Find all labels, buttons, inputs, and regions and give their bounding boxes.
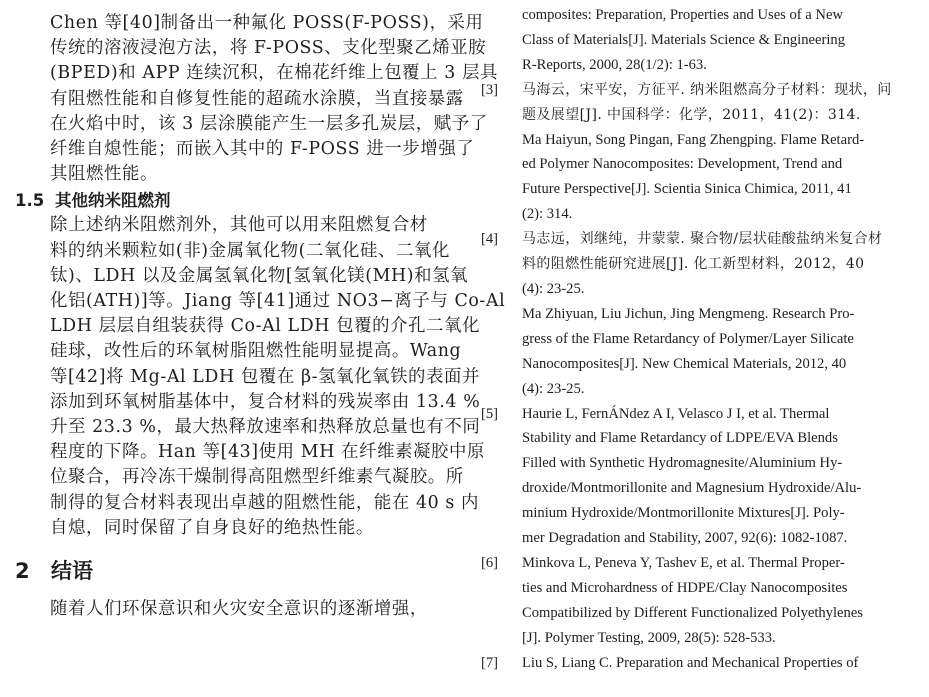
- ref-line: 马志远，刘继纯，井蒙蒙. 聚合物/层状硅酸盐纳米复合材: [522, 231, 883, 248]
- text-line: 随着人们环保意识和火灾安全意识的逐渐增强，: [50, 599, 428, 620]
- ref-line: composites: Preparation, Properties and Uses of a New: [522, 7, 843, 23]
- ref-line: R-Reports, 2000, 28(1/2): 1-63.: [522, 56, 707, 73]
- ref-line: Class of Materials[J]. Materials Science & Engineering: [522, 31, 845, 48]
- reference-label: [5]: [481, 405, 499, 422]
- paragraph-f-poss: [15, 11, 499, 187]
- text-line: 位聚合，再冷冻干燥制得高阻燃型纤维素气凝胶。所: [50, 467, 464, 488]
- ref-line: ed Polymer Nanocomposites: Development, Trend and: [522, 156, 843, 173]
- reference-item-6: [481, 551, 911, 651]
- paragraph-conclusion: [15, 597, 445, 622]
- text-line: 除上述纳米阻燃剂外，其他可以用来阻燃复合材: [50, 215, 428, 236]
- text-line: 硅球，改性后的环氧树脂阻燃性能明显提高。Wang: [50, 341, 462, 362]
- ref-line: 料的阻燃性能研究进展[J]. 化工新型材料，2012，40: [522, 256, 865, 273]
- ref-line: (4): 23-25.: [522, 380, 585, 397]
- ref-line: Liu S, Liang C. Preparation and Mechanical Properties of: [522, 654, 859, 671]
- chapter-title: 结语: [51, 559, 93, 584]
- reference-item-2-cont: [481, 3, 911, 78]
- ref-line: Haurie L, FernÁNdez A I, Velasco J I, et al. Thermal: [522, 405, 830, 422]
- reference-item-7: [481, 651, 911, 676]
- text-line: 添加到环氧树脂基体中，复合材料的残炭率由 13.4 %: [50, 391, 481, 412]
- text-line: 等[42]将 Mg-Al LDH 包覆在 β-氢氧化氧铁的表面并: [50, 366, 481, 387]
- section-heading-1-5: [15, 188, 445, 213]
- ref-line: Ma Zhiyuan, Liu Jichun, Jing Mengmeng. Research Pro-: [522, 305, 855, 322]
- text-line: 在火焰中时，该 3 层涂膜能产生一层多孔炭层，赋予了: [50, 113, 488, 134]
- reference-list: [481, 3, 911, 675]
- text-line: Chen 等[40]制备出一种氟化 POSS(F-POSS)，采用: [50, 13, 484, 33]
- reference-item-3: [481, 78, 911, 227]
- ref-line: Stability and Flame Retardancy of LDPE/EVA Blends: [522, 430, 838, 447]
- text-line: 纤维自熄性能；而嵌入其中的 F-POSS 进一步增强了: [50, 139, 475, 160]
- reference-label: [7]: [481, 654, 499, 671]
- reference-item-5: [481, 402, 911, 551]
- ref-line: ties and Microhardness of HDPE/Clay Nanocomposites: [522, 579, 848, 596]
- ref-line: (4): 23-25.: [522, 280, 585, 297]
- text-line: 制得的复合材料表现出卓越的阻燃性能，能在 40 s 内: [50, 492, 480, 513]
- text-line: 程度的下降。Han 等[43]使用 MH 在纤维素凝胶中原: [50, 442, 486, 463]
- ref-line: droxide/Montmorillonite and Magnesium Hydroxide/Alu-: [522, 480, 862, 497]
- ref-line: mer Degradation and Stability, 2007, 92(6): 1082-1087.: [522, 530, 848, 547]
- ref-line: Future Perspective[J]. Scientia Sinica Chimica, 2011, 41: [522, 181, 852, 198]
- reference-item-4: [481, 227, 911, 401]
- ref-line: Filled with Synthetic Hydromagnesite/Aluminium Hy-: [522, 455, 843, 472]
- text-line: 自熄，同时保留了自身良好的绝热性能。: [50, 517, 374, 538]
- ref-line: [J]. Polymer Testing, 2009, 28(5): 528-533.: [522, 629, 776, 646]
- chapter-number: 2: [15, 559, 30, 584]
- ref-line: minium Hydroxide/Montmorillonite Mixtures[J]. Poly-: [522, 505, 845, 522]
- ref-line: gress of the Flame Retardancy of Polymer/Layer Silicate: [522, 330, 854, 347]
- ref-line: Compatibilized by Different Functionalized Polyethylenes: [522, 604, 863, 621]
- text-line: 料的纳米颗粒如(非)金属氧化物(二氧化硅、二氧化: [50, 240, 450, 261]
- ref-line: 题及展望[J]. 中国科学：化学，2011，41(2)：314.: [522, 106, 861, 123]
- chapter-heading-conclusion: [15, 555, 445, 587]
- section-title: 其他纳米阻燃剂: [55, 191, 171, 211]
- reference-label: [6]: [481, 554, 499, 571]
- text-line: 其阻燃性能。: [50, 164, 158, 185]
- text-line: 有阻燃性能和自修复性能的超疏水涂膜，当直接暴露: [50, 88, 464, 109]
- text-line: 传统的溶液浸泡方法，将 F-POSS、支化型聚乙烯亚胺: [50, 38, 487, 59]
- section-number: 1.5: [15, 191, 45, 211]
- left-column: [15, 11, 506, 622]
- reference-label: [4]: [481, 231, 499, 248]
- text-line: LDH 层层自组装获得 Co-Al LDH 包覆的介孔二氧化: [50, 316, 481, 337]
- ref-line: 马海云，宋平安，方征平. 纳米阻燃高分子材料：现状，问: [522, 81, 892, 98]
- reference-label: [3]: [481, 81, 499, 98]
- ref-line: Minkova L, Peneva Y, Tashev E, et al. Thermal Proper-: [522, 554, 845, 571]
- paragraph-other-nano: [15, 213, 506, 541]
- ref-line: (2): 314.: [522, 206, 573, 223]
- text-line: 化铝(ATH)]等。Jiang 等[41]通过 NO3−离子与 Co-Al: [50, 291, 506, 312]
- text-line: 钛)、LDH 以及金属氢氧化物[氢氧化镁(MH)和氢氧: [50, 265, 469, 286]
- ref-line: Ma Haiyun, Song Pingan, Fang Zhengping. Flame Retard-: [522, 131, 865, 148]
- text-line: (BPED)和 APP 连续沉积，在棉花纤维上包覆上 3 层具: [50, 63, 499, 84]
- ref-line: Nanocomposites[J]. New Chemical Materials, 2012, 40: [522, 355, 847, 372]
- text-line: 升至 23.3 %，最大热释放速率和热释放总量也有不同: [50, 417, 481, 438]
